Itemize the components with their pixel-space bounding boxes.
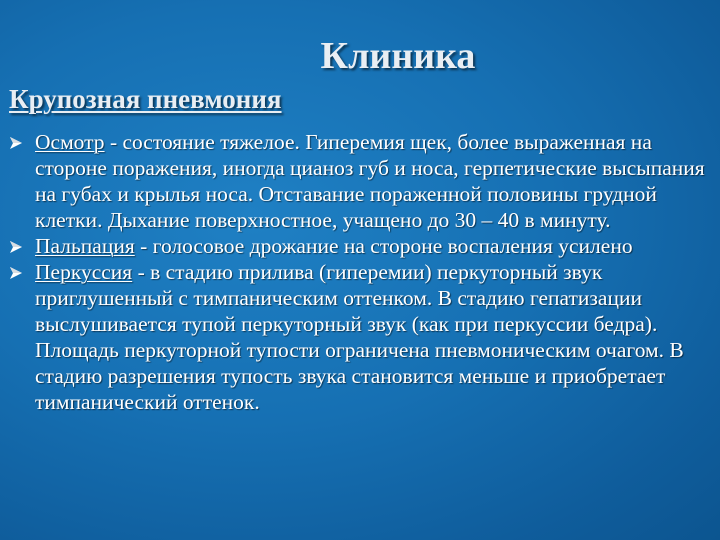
arrowhead-bullet-icon (9, 240, 23, 254)
bullet-item-perkussiya (0, 259, 720, 415)
bullet-list (0, 129, 720, 415)
bullet-item-osmotr (0, 129, 720, 233)
bullet-keyword: Пальпация (35, 234, 135, 258)
bullet-text: - в стадию прилива (гиперемии) перкуторный звук приглушенный с тимпаническим оттенком. В стадию гепатизации выслушивается тупой перкуторный звук (как при перкуссии бедра). Площадь перкуторной тупости ограничена пневмоническим очагом. В стадию разрешения тупость звука становится меньше и приобретает тимпанический оттенок. (35, 260, 684, 414)
arrowhead-bullet-icon (9, 136, 23, 150)
bullet-keyword: Осмотр (35, 130, 105, 154)
bullet-keyword: Перкуссия (35, 260, 133, 284)
slide-subtitle: Крупозная пневмония (9, 84, 282, 114)
bullet-item-palpatsiya (0, 233, 720, 259)
bullet-text: - голосовое дрожание на стороне воспаления усилено (134, 234, 633, 258)
slide-title: Клиника (320, 35, 476, 77)
bullet-text: - состояние тяжелое. Гиперемия щек, более выраженная на стороне поражения, иногда цианоз губ и носа, герпетические высыпания на губах и крылья носа. Отставание пораженной половины грудной клетки. Дыхание поверхностное, учащено до 30 – 40 в минуту. (35, 130, 705, 232)
arrowhead-bullet-icon (9, 266, 23, 280)
